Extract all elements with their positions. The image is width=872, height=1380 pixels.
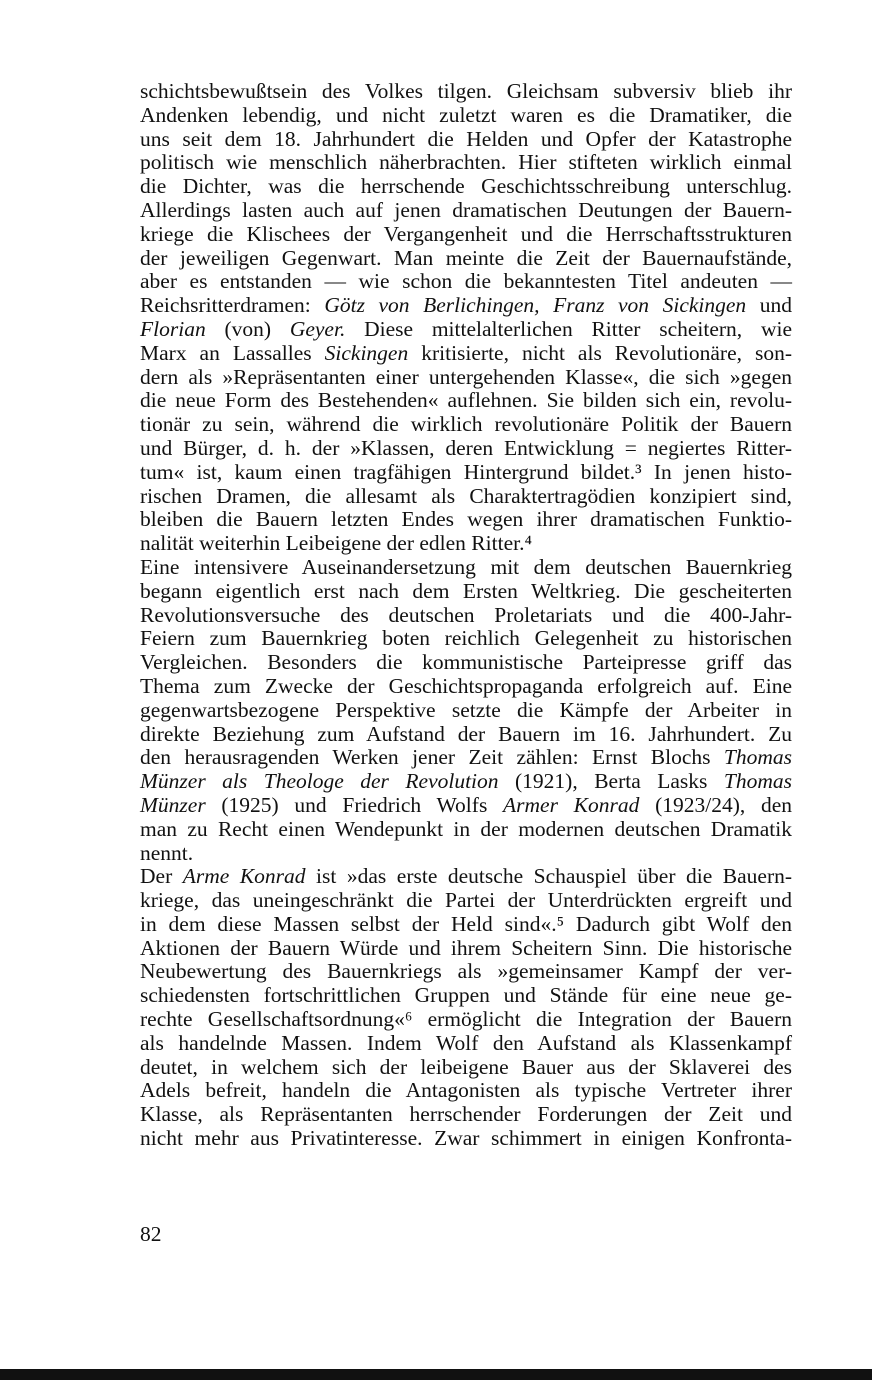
text-line: in dem diese Massen selbst der Held sind«.⁵ Dadurch gibt Wolf den (140, 911, 792, 936)
text-line: uns seit dem 18. Jahrhundert die Helden und Opfer der Katastrophe (140, 126, 792, 151)
text-line: Adels befreit, handeln die Antagonisten als typische Vertreter ihrer (140, 1078, 792, 1103)
scan-edge-bar (0, 1369, 872, 1380)
text-line: die neue Form des Bestehenden« auflehnen. Sie bilden sich ein, revolu- (140, 388, 792, 413)
text-line: tionär zu sein, während die wirklich revolutionäre Politik der Bauern (140, 412, 792, 437)
text-line: Revolutionsversuche des deutschen Proletariats und die 400-Jahr- (140, 602, 792, 627)
text-line: den herausragenden Werken jener Zeit zählen: Ernst Blochs Thomas (140, 745, 792, 770)
text-line: Klasse, als Repräsentanten herrschender Forderungen der Zeit und (140, 1102, 792, 1127)
text-line: der jeweiligen Gegenwart. Man meinte die Zeit der Bauernaufstände, (140, 245, 792, 270)
text-line: kriege, das uneingeschränkt die Partei der Unterdrückten ergreift und (140, 888, 792, 913)
text-line: dern als »Repräsentanten einer untergehenden Klasse«, die sich »gegen (140, 364, 792, 389)
page-number: 82 (140, 1222, 162, 1246)
text-line: nicht mehr aus Privatinteresse. Zwar schimmert in einigen Konfronta- (140, 1126, 792, 1151)
text-line: Reichsritterdramen: Götz von Berlichingen, Franz von Sickingen und (140, 293, 792, 318)
text-line: man zu Recht einen Wendepunkt in der modernen deutschen Dramatik (140, 816, 792, 841)
text-line: deutet, in welchem sich der leibeigene Bauer aus der Sklaverei des (140, 1054, 792, 1079)
text-line: Andenken lebendig, und nicht zuletzt waren es die Dramatiker, die (140, 102, 792, 127)
text-line: Vergleichen. Besonders die kommunistische Parteipresse griff das (140, 650, 792, 675)
text-line: tum« ist, kaum einen tragfähigen Hintergrund bildet.³ In jenen histo- (140, 459, 792, 484)
body-text (140, 80, 792, 1151)
text-line: Der Arme Konrad ist »das erste deutsche Schauspiel über die Bauern- (140, 864, 793, 889)
text-line: Neubewertung des Bauernkriegs als »gemeinsamer Kampf der ver- (140, 959, 792, 984)
text-line: die Dichter, was die herrschende Geschichtsschreibung unterschlug. (140, 174, 792, 199)
text-line: Aktionen der Bauern Würde und ihrem Scheitern Sinn. Die historische (140, 935, 792, 960)
text-line: Marx an Lassalles Sickingen kritisierte, nicht als Revolutionäre, son- (140, 340, 792, 365)
text-line: Allerdings lasten auch auf jenen dramatischen Deutungen der Bauern- (140, 197, 792, 222)
text-line: Thema zum Zwecke der Geschichtspropaganda erfolgreich auf. Eine (140, 673, 792, 698)
text-line: Eine intensivere Auseinandersetzung mit dem deutschen Bauernkrieg (140, 554, 792, 579)
text-line: schiedensten fortschrittlichen Gruppen und Stände für eine neue ge- (140, 983, 792, 1008)
text-line: nalität weiterhin Leibeigene der edlen Ritter.⁴ (140, 531, 532, 556)
text-line: als handelnde Massen. Indem Wolf den Aufstand als Klassenkampf (140, 1030, 792, 1055)
text-line: rischen Dramen, die allesamt als Charaktertragödien konzipiert sind, (140, 483, 792, 508)
text-line: kriege die Klischees der Vergangenheit und die Herrschaftsstrukturen (140, 221, 792, 246)
text-line: nennt. (140, 840, 194, 865)
text-line: und Bürger, d. h. der »Klassen, deren Entwicklung = negiertes Ritter- (140, 435, 792, 460)
text-line: begann eigentlich erst nach dem Ersten Weltkrieg. Die gescheiterten (140, 578, 792, 603)
text-line: bleiben die Bauern letzten Endes wegen ihrer dramatischen Funktio- (140, 507, 792, 532)
text-line: schichtsbewußtsein des Volkes tilgen. Gleichsam subversiv blieb ihr (140, 79, 792, 103)
text-line: Münzer als Theologe der Revolution (1921), Berta Lasks Thomas (140, 769, 792, 794)
text-line: gegenwartsbezogene Perspektive setzte die Kämpfe der Arbeiter in (140, 697, 792, 722)
text-line: aber es entstanden — wie schon die bekanntesten Titel andeuten — (140, 269, 792, 294)
text-line: Feiern zum Bauernkrieg boten reichlich Gelegenheit zu historischen (140, 626, 792, 651)
text-line: direkte Beziehung zum Aufstand der Bauern im 16. Jahrhundert. Zu (140, 721, 792, 746)
text-line: Florian (von) Geyer. Diese mittelalterlichen Ritter scheitern, wie (140, 316, 792, 341)
text-line: politisch wie menschlich näherbrachten. Hier stifteten wirklich einmal (140, 150, 792, 175)
text-line: rechte Gesellschaftsordnung«⁶ ermöglicht die Integration der Bauern (140, 1007, 792, 1032)
text-line: Münzer (1925) und Friedrich Wolfs Armer Konrad (1923/24), den (140, 792, 792, 817)
